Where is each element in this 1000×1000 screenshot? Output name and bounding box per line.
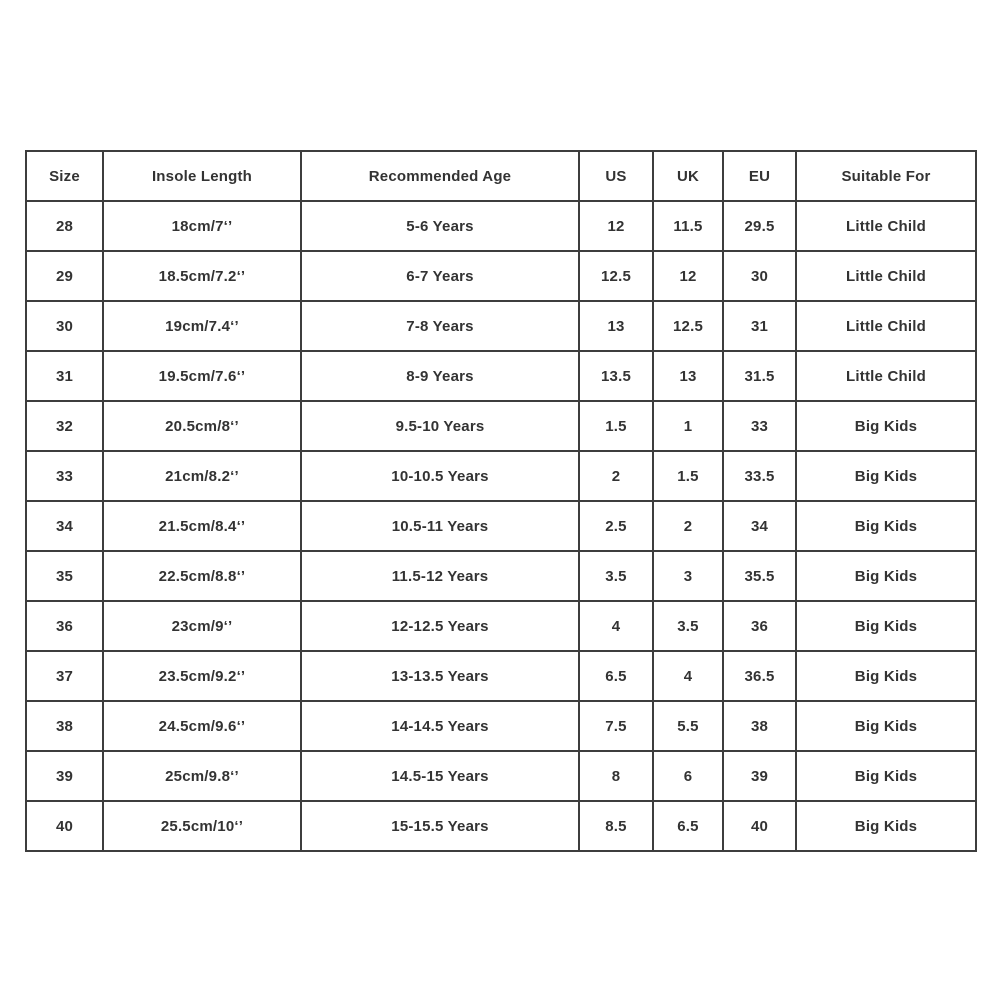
table-cell: 13 [653, 351, 723, 401]
table-cell: Little Child [796, 251, 976, 301]
table-cell: 2 [579, 451, 653, 501]
table-cell: 6-7 Years [301, 251, 579, 301]
table-cell: Big Kids [796, 701, 976, 751]
table-cell: 12.5 [653, 301, 723, 351]
table-cell: 4 [579, 601, 653, 651]
table-cell: 30 [723, 251, 796, 301]
table-cell: 36.5 [723, 651, 796, 701]
table-cell: 25.5cm/10‘’ [103, 801, 301, 851]
table-cell: 12 [579, 201, 653, 251]
table-cell: 4 [653, 651, 723, 701]
table-row [26, 701, 976, 751]
table-cell: Little Child [796, 351, 976, 401]
table-row [26, 201, 976, 251]
table-cell: 36 [723, 601, 796, 651]
table-cell: 12 [653, 251, 723, 301]
table-cell: 40 [723, 801, 796, 851]
table-cell: 9.5-10 Years [301, 401, 579, 451]
table-cell: 35 [26, 551, 103, 601]
table-cell: 23.5cm/9.2‘’ [103, 651, 301, 701]
table-row [26, 501, 976, 551]
kids-shoe-size-chart-table [25, 150, 977, 852]
table-cell: 33.5 [723, 451, 796, 501]
table-row [26, 251, 976, 301]
table-cell: 5.5 [653, 701, 723, 751]
table-cell: 13-13.5 Years [301, 651, 579, 701]
table-cell: 12-12.5 Years [301, 601, 579, 651]
table-cell: Big Kids [796, 651, 976, 701]
table-cell: 19.5cm/7.6‘’ [103, 351, 301, 401]
table-cell: Big Kids [796, 601, 976, 651]
table-cell: Big Kids [796, 801, 976, 851]
table-cell: 33 [723, 401, 796, 451]
table-cell: 12.5 [579, 251, 653, 301]
table-cell: 13 [579, 301, 653, 351]
column-header: Recommended Age [301, 151, 579, 201]
table-cell: 7-8 Years [301, 301, 579, 351]
table-cell: 8 [579, 751, 653, 801]
table-row [26, 301, 976, 351]
table-cell: 22.5cm/8.8‘’ [103, 551, 301, 601]
table-cell: 5-6 Years [301, 201, 579, 251]
table-cell: 31 [723, 301, 796, 351]
table-cell: 29 [26, 251, 103, 301]
table-cell: 37 [26, 651, 103, 701]
table-cell: 6.5 [653, 801, 723, 851]
table-cell: 3.5 [579, 551, 653, 601]
table-cell: 8-9 Years [301, 351, 579, 401]
table-cell: Big Kids [796, 751, 976, 801]
table-row [26, 551, 976, 601]
table-cell: 31.5 [723, 351, 796, 401]
table-cell: 21cm/8.2‘’ [103, 451, 301, 501]
column-header: Insole Length [103, 151, 301, 201]
table-cell: 6.5 [579, 651, 653, 701]
table-cell: 39 [723, 751, 796, 801]
table-cell: 11.5-12 Years [301, 551, 579, 601]
table-cell: 1.5 [579, 401, 653, 451]
table-cell: 10.5-11 Years [301, 501, 579, 551]
table-cell: 32 [26, 401, 103, 451]
table-cell: 30 [26, 301, 103, 351]
table-cell: Little Child [796, 301, 976, 351]
table-cell: 13.5 [579, 351, 653, 401]
table-cell: 19cm/7.4‘’ [103, 301, 301, 351]
table-cell: 31 [26, 351, 103, 401]
table-cell: 3.5 [653, 601, 723, 651]
table-cell: 34 [723, 501, 796, 551]
column-header: UK [653, 151, 723, 201]
table-cell: Big Kids [796, 401, 976, 451]
table-cell: 34 [26, 501, 103, 551]
table-cell: 10-10.5 Years [301, 451, 579, 501]
table-row [26, 401, 976, 451]
table-cell: Big Kids [796, 551, 976, 601]
table-cell: 39 [26, 751, 103, 801]
table-cell: 28 [26, 201, 103, 251]
table-row [26, 451, 976, 501]
table-cell: 29.5 [723, 201, 796, 251]
table-cell: 11.5 [653, 201, 723, 251]
table-cell: 3 [653, 551, 723, 601]
table-row [26, 601, 976, 651]
table-header-row [26, 151, 976, 201]
table-cell: 24.5cm/9.6‘’ [103, 701, 301, 751]
table-cell: 15-15.5 Years [301, 801, 579, 851]
table-row [26, 751, 976, 801]
table-cell: 21.5cm/8.4‘’ [103, 501, 301, 551]
table-body [26, 201, 976, 851]
table-cell: 38 [26, 701, 103, 751]
table-cell: 8.5 [579, 801, 653, 851]
table-row [26, 351, 976, 401]
table-cell: 7.5 [579, 701, 653, 751]
table-cell: Little Child [796, 201, 976, 251]
table-cell: 25cm/9.8‘’ [103, 751, 301, 801]
table-cell: 18.5cm/7.2‘’ [103, 251, 301, 301]
table-cell: 18cm/7‘’ [103, 201, 301, 251]
table-cell: 2 [653, 501, 723, 551]
table-cell: 14-14.5 Years [301, 701, 579, 751]
table-cell: 36 [26, 601, 103, 651]
table-cell: Big Kids [796, 501, 976, 551]
table-cell: Big Kids [796, 451, 976, 501]
table-cell: 1 [653, 401, 723, 451]
column-header: Suitable For [796, 151, 976, 201]
column-header: US [579, 151, 653, 201]
table-cell: 20.5cm/8‘’ [103, 401, 301, 451]
table-cell: 33 [26, 451, 103, 501]
table-cell: 6 [653, 751, 723, 801]
table-cell: 2.5 [579, 501, 653, 551]
column-header: Size [26, 151, 103, 201]
table-cell: 1.5 [653, 451, 723, 501]
table-cell: 35.5 [723, 551, 796, 601]
table-cell: 14.5-15 Years [301, 751, 579, 801]
column-header: EU [723, 151, 796, 201]
table-row [26, 651, 976, 701]
table-cell: 23cm/9‘’ [103, 601, 301, 651]
table-cell: 38 [723, 701, 796, 751]
table-cell: 40 [26, 801, 103, 851]
table-row [26, 801, 976, 851]
